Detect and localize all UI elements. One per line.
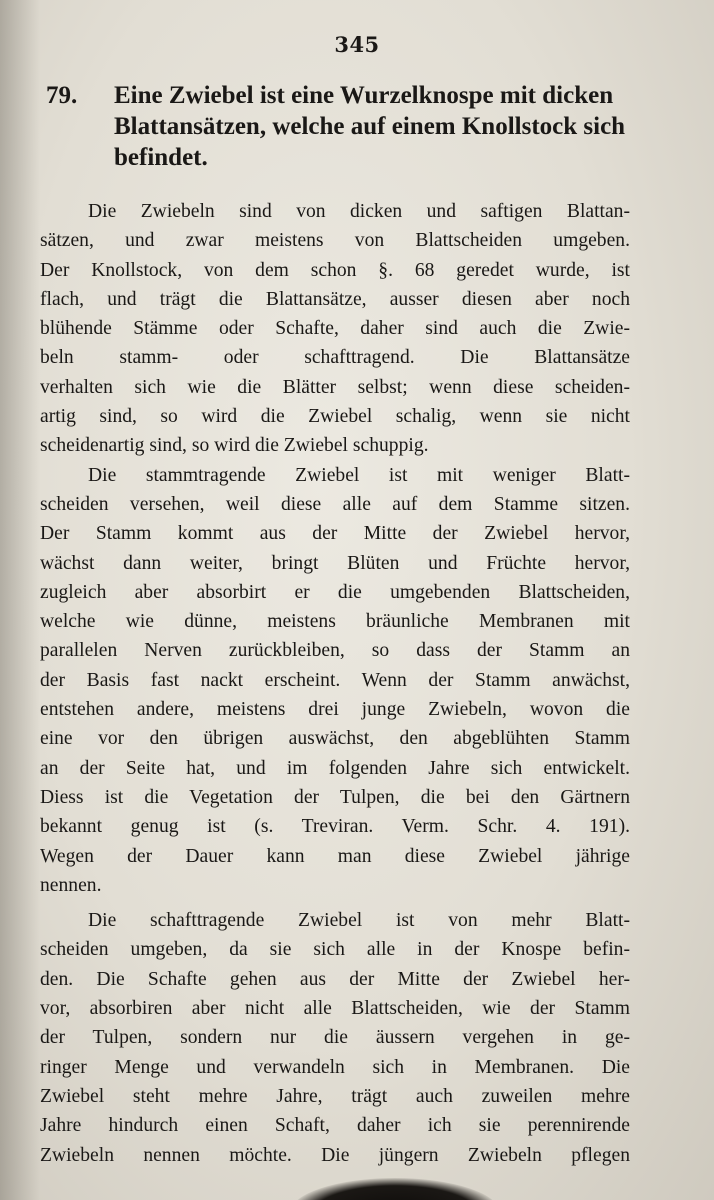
text-line: Die Zwiebeln sind von dicken und saftigen Blattan-: [88, 201, 630, 222]
paragraph-3: [40, 906, 630, 1170]
text-line: scheiden umgeben, da sie sich alle in der Knospe befin-: [40, 939, 630, 961]
text-line: Zwiebeln nennen möchte. Die jüngern Zwiebeln pflegen: [40, 1144, 630, 1166]
text-line: artig sind, so wird die Zwiebel schalig, wenn sie nicht: [40, 406, 630, 428]
text-line: vor, absorbiren aber nicht alle Blattscheiden, wie der Stamm: [40, 998, 630, 1020]
text-line: nennen.: [40, 874, 102, 896]
page-number: 345: [334, 32, 380, 57]
paragraph-2: [40, 461, 630, 900]
text-line: ringer Menge und verwandeln sich in Membranen. Die: [40, 1056, 630, 1078]
text-line: Wegen der Dauer kann man diese Zwiebel jährige: [40, 845, 630, 867]
text-line: flach, und trägt die Blattansätze, ausser diesen aber noch: [40, 288, 630, 310]
text-line: den. Die Schafte gehen aus der Mitte der Zwiebel her-: [40, 968, 630, 990]
paragraph-1: [40, 197, 630, 461]
text-line: Der Stamm kommt aus der Mitte der Zwiebel hervor,: [40, 523, 630, 545]
section-number: 79.: [46, 82, 78, 109]
section-heading-text: Eine Zwiebel ist eine Wurzelknospe mit dicken Blattansätzen, welche auf einem Knollstock sich befindet.: [114, 82, 626, 171]
text-line: beln stamm- oder schafttragend. Die Blattansätze: [40, 347, 630, 369]
text-line: blühende Stämme oder Schafte, daher sind auch die Zwie-: [40, 318, 630, 340]
text-line: entstehen andere, meistens drei junge Zwiebeln, wovon die: [40, 699, 630, 721]
text-line: an der Seite hat, und im folgenden Jahre sich entwickelt.: [40, 757, 630, 779]
finger-shadow: [290, 1178, 500, 1200]
text-line: parallelen Nerven zurückbleiben, so dass der Stamm an: [40, 640, 630, 662]
text-line: bekannt genug ist (s. Treviran. Verm. Schr. 4. 191).: [40, 816, 630, 838]
text-line: Diess ist die Vegetation der Tulpen, die bei den Gärtnern: [40, 786, 630, 808]
text-line: Zwiebel steht mehre Jahre, trägt auch zuweilen mehre: [40, 1085, 630, 1107]
text-line: wächst dann weiter, bringt Blüten und Früchte hervor,: [40, 552, 630, 574]
text-line: Jahre hindurch einen Schaft, daher ich sie perennirende: [40, 1115, 630, 1137]
page-gutter-shadow: [0, 0, 40, 1200]
section-heading: [46, 80, 646, 173]
text-line: der Basis fast nackt erscheint. Wenn der Stamm anwächst,: [40, 669, 630, 691]
text-line: scheidenartig sind, so wird die Zwiebel schuppig.: [40, 435, 429, 457]
text-line: scheiden versehen, weil diese alle auf dem Stamme sitzen.: [40, 493, 630, 515]
text-line: eine vor den übrigen auswächst, den abgeblühten Stamm: [40, 728, 630, 750]
text-line: verhalten sich wie die Blätter selbst; wenn diese scheiden-: [40, 376, 630, 398]
text-line: Der Knollstock, von dem schon §. 68 geredet wurde, ist: [40, 259, 630, 281]
text-line: der Tulpen, sondern nur die äussern vergehen in ge-: [40, 1027, 630, 1049]
text-line: zugleich aber absorbirt er die umgebenden Blattscheiden,: [40, 581, 630, 603]
body-text: [40, 197, 630, 1170]
text-line: sätzen, und zwar meistens von Blattscheiden umgeben.: [40, 230, 630, 252]
text-line: Die schafttragende Zwiebel ist von mehr Blatt-: [88, 910, 630, 932]
text-line: welche wie dünne, meistens bräunliche Membranen mit: [40, 611, 630, 633]
text-line: Die stammtragende Zwiebel ist mit weniger Blatt-: [88, 464, 630, 486]
